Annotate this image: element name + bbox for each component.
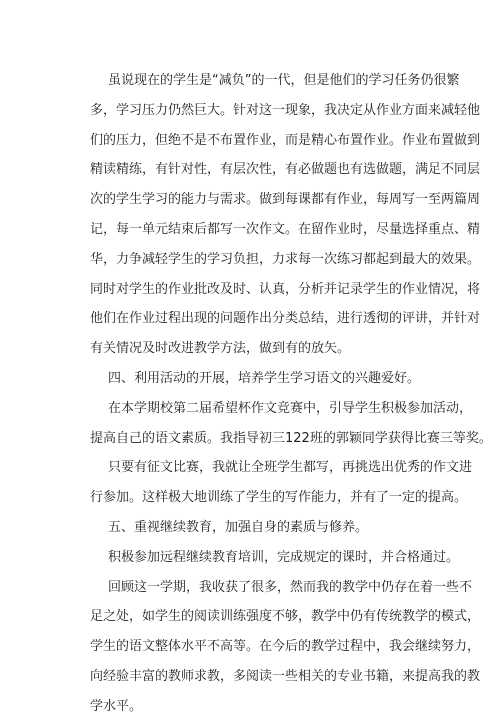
heading-line: 四、利用活动的开展，培养学生学习语文的兴趣爱好。 [108,370,421,386]
text-line: 提高自己的语文素质。我指导初三122班的郭颖同学获得比赛三等奖。 [90,430,492,446]
heading-line: 五、重视继续教育，加强自身的素质与修养。 [108,519,369,535]
text-line: 多，学习压力仍然巨大。针对这一现象，我决定从作业方面来减轻他 [90,102,481,118]
text-line: 他们在作业过程出现的问题作出分类总结，进行透彻的评讲，并针对 [90,311,481,327]
text-line: 华，力争减轻学生的学习负担，力求每一次练习都起到最大的效果。 [90,251,481,267]
text-line: 回顾这一学期，我收获了很多，然而我的教学中仍存在着一些不 [108,579,473,595]
section-heading-activities [90,364,421,394]
text-line: 向经验丰富的教师求教，多阅读一些相关的专业书籍，来提高我的教 [90,668,481,684]
text-line: 精读精练，有针对性，有层次性，有必做题也有选做题，满足不同层 [90,162,481,178]
text-line: 积极参加远程继续教育培训，完成规定的课时，并合格通过。 [108,549,460,565]
text-line: 同时对学生的作业批改及时、认真，分析并记录学生的作业情况，将 [90,281,481,297]
text-line: 只要有征文比赛，我就让全班学生都写，再挑选出优秀的作文进 [108,460,473,476]
text-line: 行参加。这样极大地训练了学生的写作能力，并有了一定的提高。 [90,490,468,506]
text-line: 次的学生学习的能力与需求。做到每课都有作业，每周写一至两篇周 [90,192,481,208]
text-line: 学生的语文整体水平不高等。在今后的教学过程中，我会继续努力， [90,639,481,655]
paragraph-essay-contest [90,394,492,454]
section-heading-education [90,513,410,543]
paragraph-review [90,573,481,722]
text-line: 虽说现在的学生是“减负”的一代，但是他们的学习任务仍很繁 [108,73,460,88]
text-line: 学水平。 [90,698,143,714]
text-line: 有关情况及时改进教学方法，做到有的放矢。 [90,341,351,357]
document-body [90,66,492,722]
text-line: 在本学期校第二届希望杯作文竞赛中，引导学生积极参加活动， [108,400,473,416]
paragraph-homework [90,66,481,364]
paragraph-remote-training [90,543,460,573]
text-line: 记，每一单元结束后都写一次作文。在留作业时，尽量选择重点、精 [90,221,481,237]
text-line: 们的压力，但绝不是不布置作业，而是精心布置作业。作业布置做到 [90,132,481,148]
paragraph-writing-practice [90,453,473,513]
text-line: 足之处，如学生的阅读训练强度不够，教学中仍有传统教学的模式， [90,609,481,625]
